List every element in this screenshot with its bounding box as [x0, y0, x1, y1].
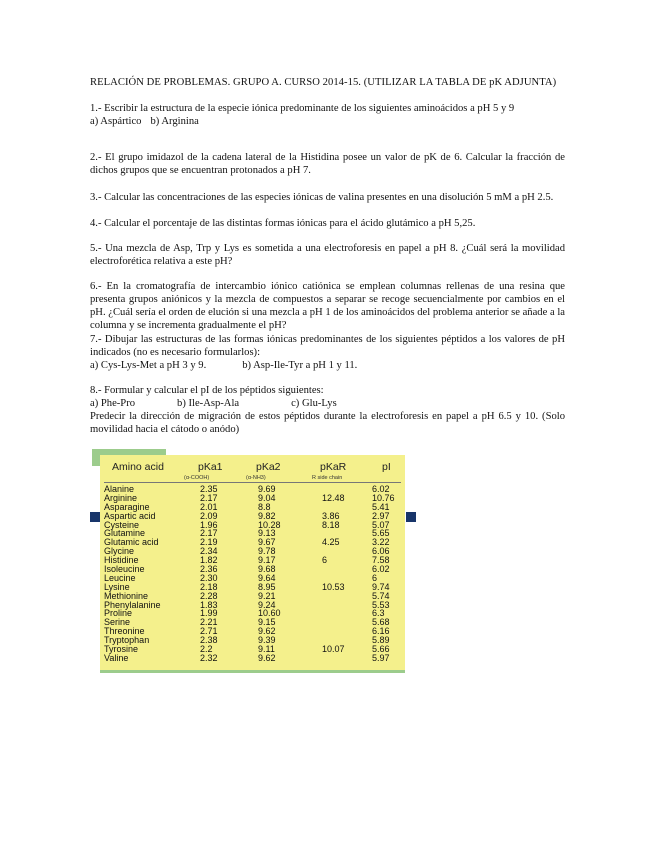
table-row: [100, 565, 405, 574]
question-1-option-b: b) Arginina: [150, 116, 199, 127]
header-pkar-sub: R side chain: [312, 475, 343, 481]
table-cell-pkar: 4.25: [322, 537, 340, 548]
table-cell-pi: 10.76: [372, 492, 395, 503]
table-cell-name: Methionine: [104, 590, 149, 601]
pk-table-rows: [100, 485, 405, 663]
table-cell-pkar: 6: [322, 555, 328, 566]
table-row: [100, 618, 405, 627]
table-cell-pka1: 2.17: [200, 492, 218, 503]
table-foot-decoration: [100, 670, 405, 673]
question-1-text: 1.- Escribir la estructura de la especie iónica predominante de los siguientes aminoácidos a pH 5 y 9: [90, 103, 515, 114]
table-row: [100, 601, 405, 610]
table-cell-pka2: 9.17: [258, 555, 276, 566]
table-cell-pi: 5.97: [372, 652, 390, 663]
question-8: [90, 384, 565, 436]
table-cell-name: Threonine: [104, 626, 145, 637]
table-cell-pi: 6.02: [372, 564, 390, 575]
table-row: [100, 654, 405, 663]
table-cell-pi: 6: [372, 572, 378, 583]
header-amino-acid: Amino acid: [112, 461, 164, 473]
table-cell-name: Isoleucine: [104, 564, 145, 575]
table-marker-right: [406, 512, 416, 522]
table-cell-pka1: 2.32: [200, 652, 218, 663]
question-8-option-a: a) Phe-Pro: [90, 398, 136, 409]
table-cell-pka1: 2.17: [200, 528, 218, 539]
table-cell-pka1: 1.82: [200, 555, 218, 566]
table-cell-pka2: 9.21: [258, 590, 276, 601]
question-7-option-a: a) Cys-Lys-Met a pH 3 y 9.: [90, 360, 207, 371]
table-cell-pi: 3.22: [372, 537, 390, 548]
table-row: [100, 485, 405, 494]
table-marker-left: [90, 512, 100, 522]
question-4: 4.- Calcular el porcentaje de las distintas formas iónicas para el ácido glutámico a pH 5,25.: [90, 217, 476, 229]
table-cell-pi: 5.89: [372, 635, 390, 646]
table-cell-pkar: 10.07: [322, 644, 345, 655]
table-cell-pka1: 1.99: [200, 608, 218, 619]
header-pka1: pKa1: [198, 461, 223, 473]
table-cell-name: Phenylalanine: [104, 599, 161, 610]
document-title: RELACIÓN DE PROBLEMAS. GRUPO A. CURSO 2014-15. (UTILIZAR LA TABLA DE pK ADJUNTA): [90, 77, 557, 88]
question-1-options: [90, 115, 565, 128]
table-cell-pka1: 2.2: [200, 644, 213, 655]
table-cell-pka2: 9.64: [258, 572, 276, 583]
question-5: 5.- Una mezcla de Asp, Trp y Lys es sometida a una electroforesis en papel a pH 8. ¿Cuál será la movilidad electroforética relativa a este pH?: [90, 242, 565, 267]
table-row: [100, 512, 405, 521]
table-cell-pi: 5.68: [372, 617, 390, 628]
question-1-option-a: a) Aspártico: [90, 116, 142, 127]
table-cell-pka1: 2.28: [200, 590, 218, 601]
table-cell-name: Tryptophan: [104, 635, 150, 646]
question-2: 2.- El grupo imidazol de la cadena lateral de la Histidina posee un valor de pK de 6. Calcular la fracción de dichos grupos que se encuentran protonados a pH 7.: [90, 151, 565, 176]
table-cell-pkar: 3.86: [322, 510, 340, 521]
table-cell-pka1: 2.35: [200, 484, 218, 494]
question-7: [90, 333, 565, 372]
table-row: [100, 636, 405, 645]
table-cell-pka2: 9.24: [258, 599, 276, 610]
header-pka1-sub: (α-COOH): [184, 475, 210, 481]
table-cell-name: Arginine: [104, 492, 138, 503]
table-cell-pka1: 2.71: [200, 626, 218, 637]
table-cell-pka2: 8.95: [258, 581, 276, 592]
table-cell-pka1: 2.36: [200, 564, 218, 575]
table-row: [100, 609, 405, 618]
table-cell-pi: 2.97: [372, 510, 390, 521]
table-cell-name: Glutamic acid: [104, 537, 159, 548]
question-8-text: 8.- Formular y calcular el pI de los péptidos siguientes:: [90, 385, 324, 396]
table-cell-pka2: 8.8: [258, 501, 271, 512]
table-cell-pka2: 9.69: [258, 484, 276, 494]
pk-table: [100, 455, 405, 672]
table-cell-pi: 5.53: [372, 599, 390, 610]
table-cell-pka1: 2.01: [200, 501, 218, 512]
question-8-instructions: Predecir la dirección de migración de estos péptidos durante la electroforesis en papel a pH 6.5 y 10. (Solo movilidad hacia el cátodo o anódo): [90, 411, 565, 435]
question-8-option-b: b) Ile-Asp-Ala: [177, 398, 240, 409]
table-cell-name: Tyrosine: [104, 644, 139, 655]
table-cell-pi: 6.3: [372, 608, 385, 619]
table-row: [100, 521, 405, 530]
table-cell-pka2: 10.60: [258, 608, 281, 619]
table-cell-pka2: 9.04: [258, 492, 276, 503]
table-cell-pi: 5.65: [372, 528, 390, 539]
table-cell-pka2: 9.62: [258, 652, 276, 663]
table-cell-pi: 9.74: [372, 581, 390, 592]
table-row: [100, 547, 405, 556]
header-pi: pI: [382, 461, 391, 473]
table-cell-pi: 5.41: [372, 501, 390, 512]
table-cell-pka1: 1.96: [200, 519, 218, 530]
question-8-options: [90, 397, 565, 410]
table-cell-pka2: 9.13: [258, 528, 276, 539]
table-cell-pka1: 2.21: [200, 617, 218, 628]
table-cell-pi: 7.58: [372, 555, 390, 566]
table-cell-pka1: 2.38: [200, 635, 218, 646]
question-1: [90, 102, 565, 128]
table-cell-pi: 6.02: [372, 484, 390, 494]
table-cell-pka2: 9.78: [258, 546, 276, 557]
header-divider: [104, 482, 401, 483]
table-cell-pi: 6.06: [372, 546, 390, 557]
table-cell-name: Valine: [104, 652, 129, 663]
table-row: [100, 538, 405, 547]
table-cell-pka2: 9.67: [258, 537, 276, 548]
table-cell-pkar: 12.48: [322, 492, 345, 503]
table-cell-pkar: 10.53: [322, 581, 345, 592]
table-cell-pka2: 9.11: [258, 644, 275, 655]
table-cell-pka1: 2.09: [200, 510, 218, 521]
table-row: [100, 645, 405, 654]
table-cell-name: Glycine: [104, 546, 135, 557]
table-cell-pka1: 2.34: [200, 546, 218, 557]
table-cell-name: Cysteine: [104, 519, 140, 530]
question-7-options: [90, 359, 565, 372]
table-row: [100, 574, 405, 583]
question-7-option-b: b) Asp-Ile-Tyr a pH 1 y 11.: [242, 360, 358, 371]
question-6: 6.- En la cromatografía de intercambio iónico catiónica se emplean columnas rellenas de una resina que presenta grupos aniónicos y la mezcla de compuestos a separar se recoge secuencialmente por cambios en el pH. ¿Cuál sería el orden de elución si una mezcla a pH 1 de los aminoácidos del problema anterior se añade a la columna y se incrementa gradualmente el pH?: [90, 280, 565, 331]
table-cell-pka2: 10.28: [258, 519, 281, 530]
table-cell-pka1: 2.19: [200, 537, 218, 548]
table-cell-pka1: 2.18: [200, 581, 218, 592]
table-cell-pi: 5.66: [372, 644, 390, 655]
table-row: [100, 556, 405, 565]
table-cell-name: Alanine: [104, 484, 135, 494]
table-cell-name: Serine: [104, 617, 131, 628]
header-pka2-sub: (α-NH3): [246, 475, 266, 481]
table-cell-name: Proline: [104, 608, 133, 619]
table-cell-pka2: 9.39: [258, 635, 276, 646]
table-cell-name: Asparagine: [104, 501, 150, 512]
table-cell-name: Leucine: [104, 572, 136, 583]
table-cell-pi: 6.16: [372, 626, 390, 637]
table-cell-pka2: 9.15: [258, 617, 276, 628]
question-3: 3.- Calcular las concentraciones de las especies iónicas de valina presentes en una disolución 5 mM a pH 2.5.: [90, 191, 554, 203]
table-cell-pi: 5.74: [372, 590, 390, 601]
table-cell-pi: 5.07: [372, 519, 390, 530]
header-pka2: pKa2: [256, 461, 281, 473]
question-8-option-c: c) Glu-Lys: [291, 398, 337, 409]
table-cell-pka2: 9.62: [258, 626, 276, 637]
pk-table-header: [100, 459, 405, 483]
table-cell-name: Aspartic acid: [104, 510, 156, 521]
table-cell-pka1: 2.30: [200, 572, 218, 583]
header-pkar: pKaR: [320, 461, 347, 473]
question-7-text: 7.- Dibujar las estructuras de las formas iónicas predominantes de los siguientes péptidos a los valores de pH indicados (no es necesario formularlos):: [90, 334, 565, 358]
table-cell-pkar: 8.18: [322, 519, 340, 530]
table-cell-name: Glutamine: [104, 528, 146, 539]
table-cell-pka1: 1.83: [200, 599, 218, 610]
table-cell-name: Histidine: [104, 555, 139, 566]
table-cell-pka2: 9.68: [258, 564, 276, 575]
table-cell-pka2: 9.82: [258, 510, 276, 521]
table-cell-name: Lysine: [104, 581, 130, 592]
